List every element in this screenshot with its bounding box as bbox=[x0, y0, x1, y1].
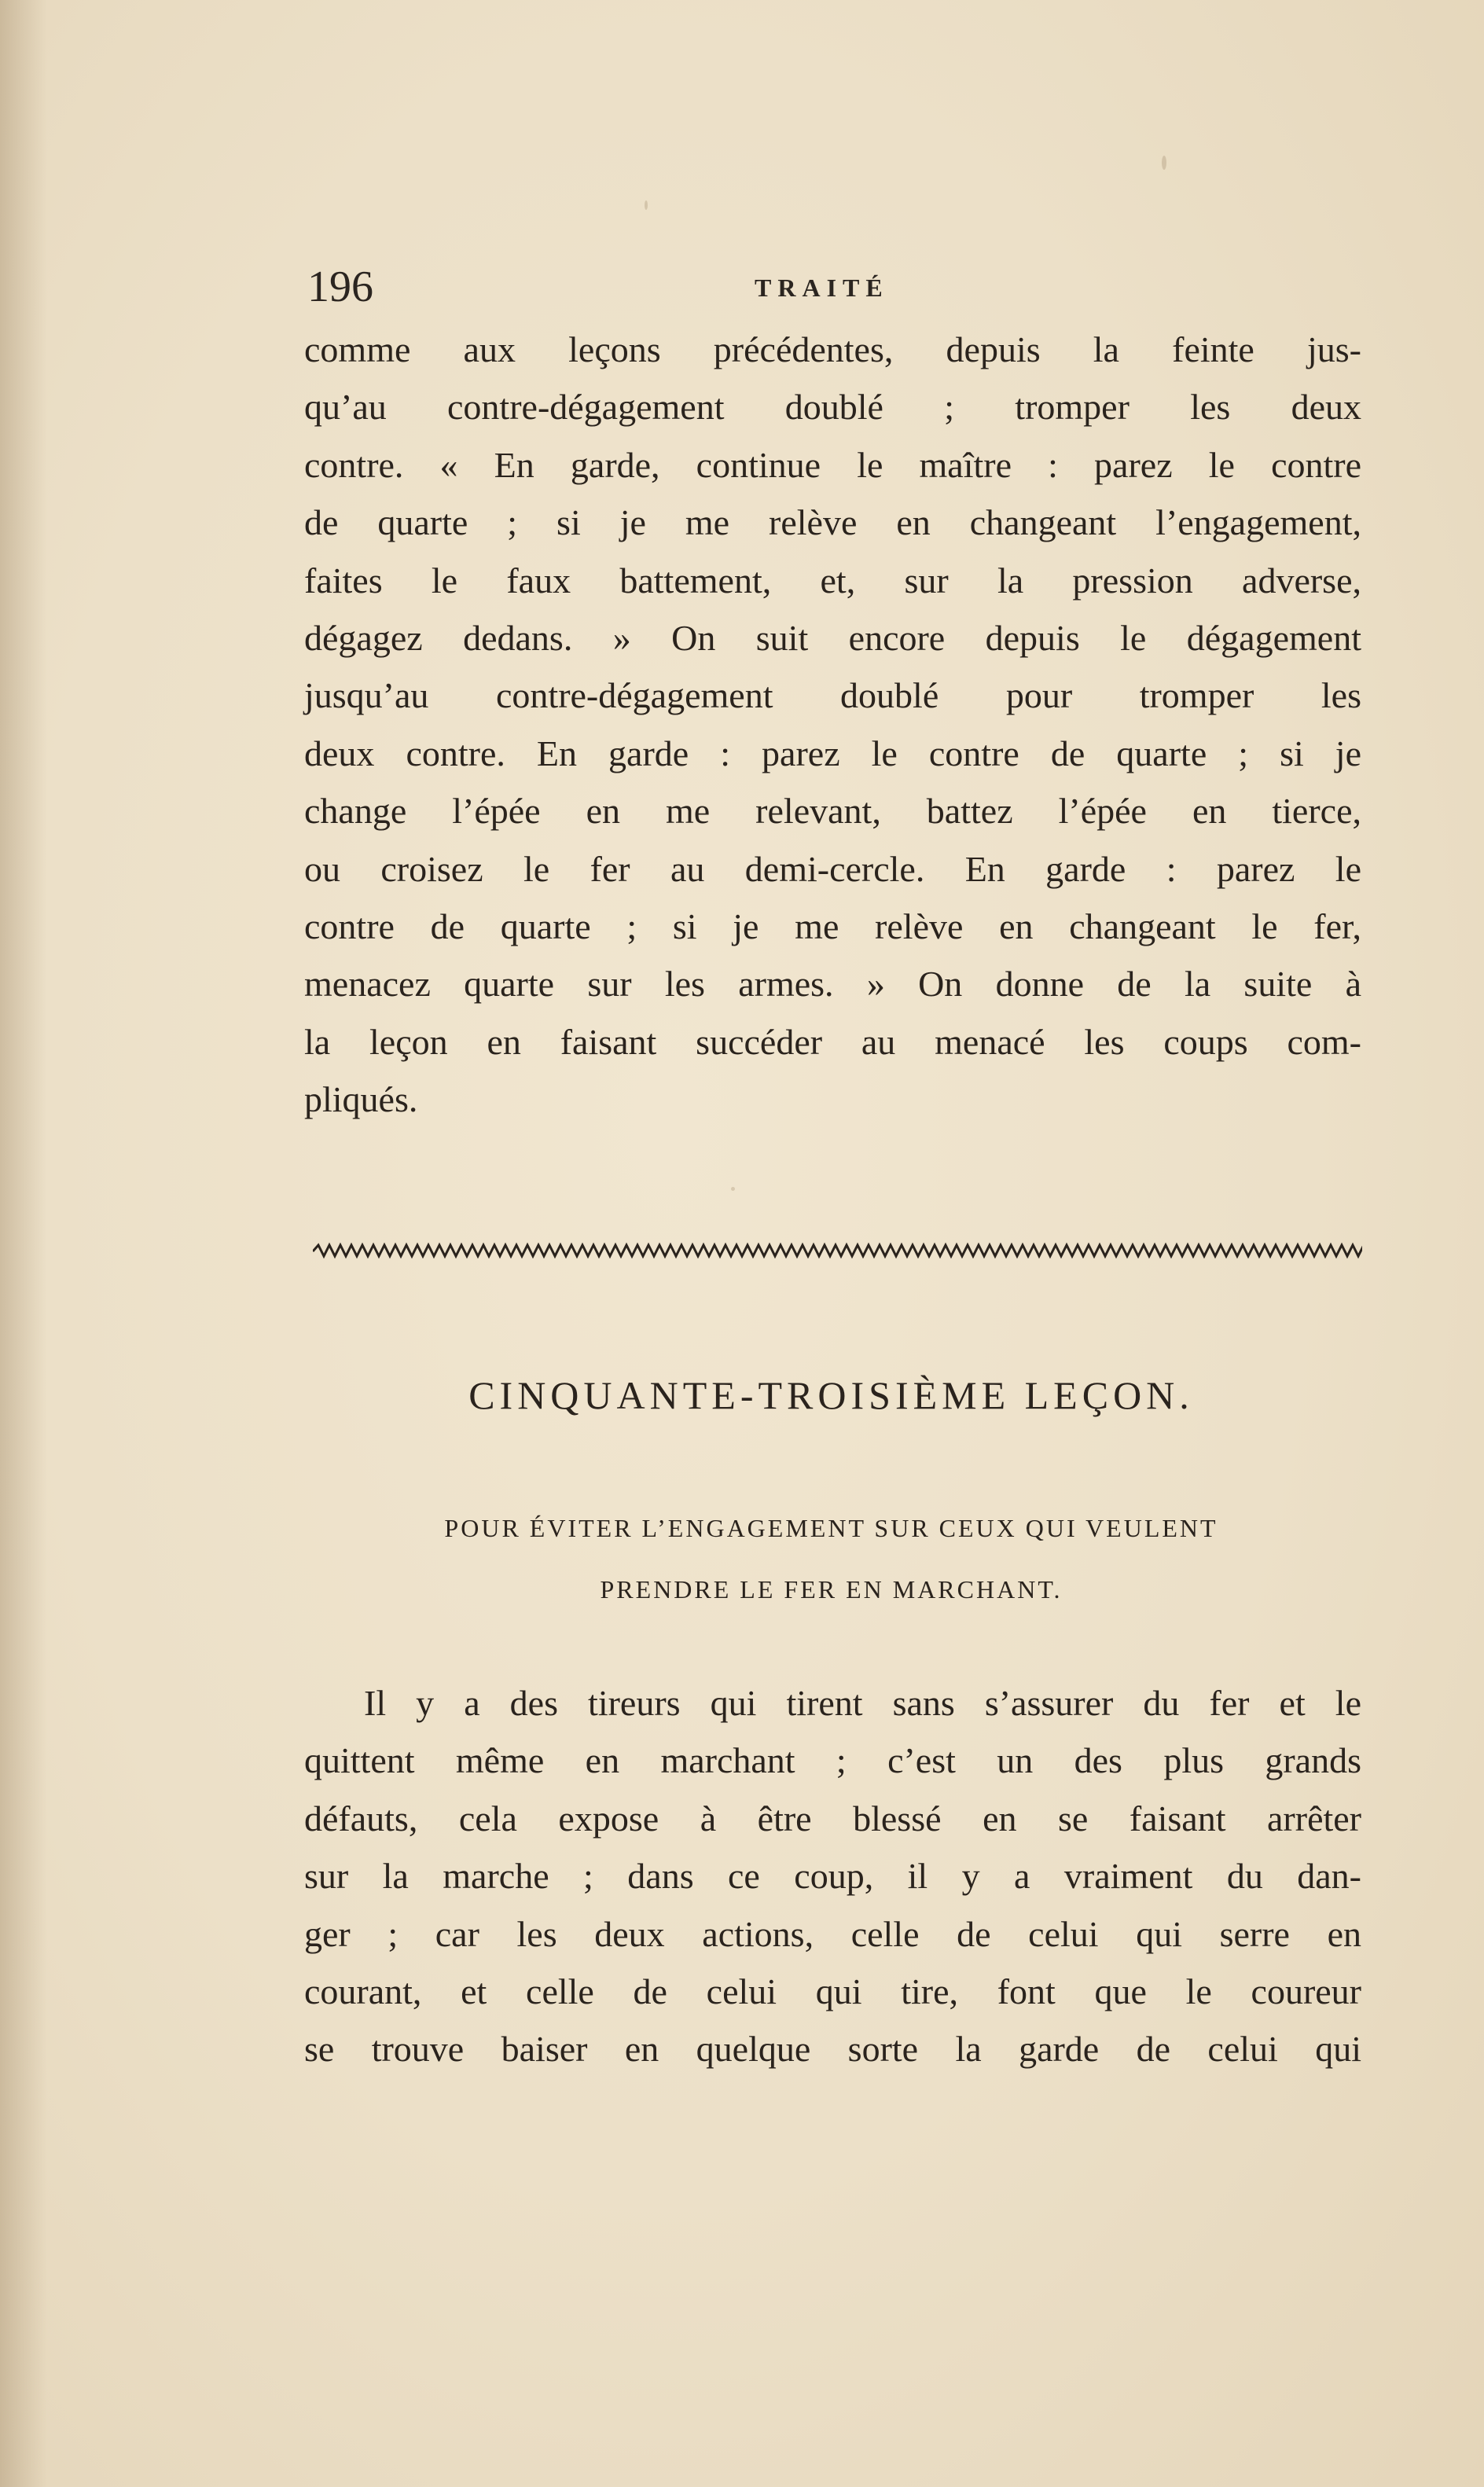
page-edge-shadow bbox=[0, 0, 47, 2487]
text-line: ou croisez le fer au demi-cercle. En garde : parez le bbox=[304, 848, 1361, 889]
ornamental-rule bbox=[313, 1240, 1362, 1261]
text-line: change l’épée en me relevant, battez l’épée en tierce, bbox=[304, 791, 1361, 832]
paper-speck bbox=[1162, 156, 1166, 170]
text-line: pliqués. bbox=[304, 1079, 418, 1120]
section-title: CINQUANTE-TROISIÈME LEÇON. bbox=[468, 1373, 1194, 1417]
text-line: défauts, cela expose à être blessé en se faisant arrêter bbox=[304, 1798, 1361, 1839]
subtitle-line: PRENDRE LE FER EN MARCHANT. bbox=[600, 1575, 1063, 1604]
text-line: qu’au contre-dégagement doublé ; tromper les deux bbox=[304, 387, 1361, 428]
page-header bbox=[303, 259, 1364, 314]
text-line: dégagez dedans. » On suit encore depuis le dégagement bbox=[304, 617, 1361, 658]
paragraph-continued bbox=[304, 321, 1361, 1128]
text-line: sur la marche ; dans ce coup, il y a vraiment du dan- bbox=[304, 1856, 1361, 1897]
subtitle-line: POUR ÉVITER L’ENGAGEMENT SUR CEUX QUI VEULENT bbox=[444, 1514, 1218, 1542]
paper-speck bbox=[731, 1187, 735, 1191]
paragraph-lesson-text bbox=[304, 1674, 1361, 2078]
text-line: comme aux leçons précédentes, depuis la feinte jus- bbox=[304, 329, 1361, 369]
text-line: deux contre. En garde : parez le contre de quarte ; si je bbox=[304, 733, 1361, 773]
paper-speck bbox=[645, 200, 648, 210]
text-line: contre de quarte ; si je me relève en changeant le fer, bbox=[304, 906, 1361, 946]
text-line: courant, et celle de celui qui tire, font que le coureur bbox=[304, 1971, 1361, 2011]
running-head: TRAITÉ bbox=[755, 274, 889, 302]
text-line: quittent même en marchant ; c’est un des plus grands bbox=[304, 1740, 1361, 1781]
text-line: ger ; car les deux actions, celle de celui qui serre en bbox=[304, 1913, 1361, 1954]
text-line: Il y a des tireurs qui tirent sans s’assurer du fer et le bbox=[364, 1683, 1361, 1723]
text-line: se trouve baiser en quelque sorte la garde de celui qui bbox=[304, 2029, 1361, 2070]
page-number: 196 bbox=[307, 263, 373, 311]
text-line: de quarte ; si je me relève en changeant l’engagement, bbox=[304, 502, 1361, 543]
text-line: menacez quarte sur les armes. » On donne de la suite à bbox=[304, 964, 1361, 1005]
text-line: la leçon en faisant succéder au menacé les coups com- bbox=[304, 1021, 1361, 1062]
text-line: faites le faux battement, et, sur la pression adverse, bbox=[304, 560, 1361, 601]
text-line: jusqu’au contre-dégagement doublé pour tromper les bbox=[304, 675, 1361, 716]
section-subtitle bbox=[303, 1497, 1360, 1620]
text-line: contre. « En garde, continue le maître : parez le contre bbox=[304, 444, 1361, 485]
